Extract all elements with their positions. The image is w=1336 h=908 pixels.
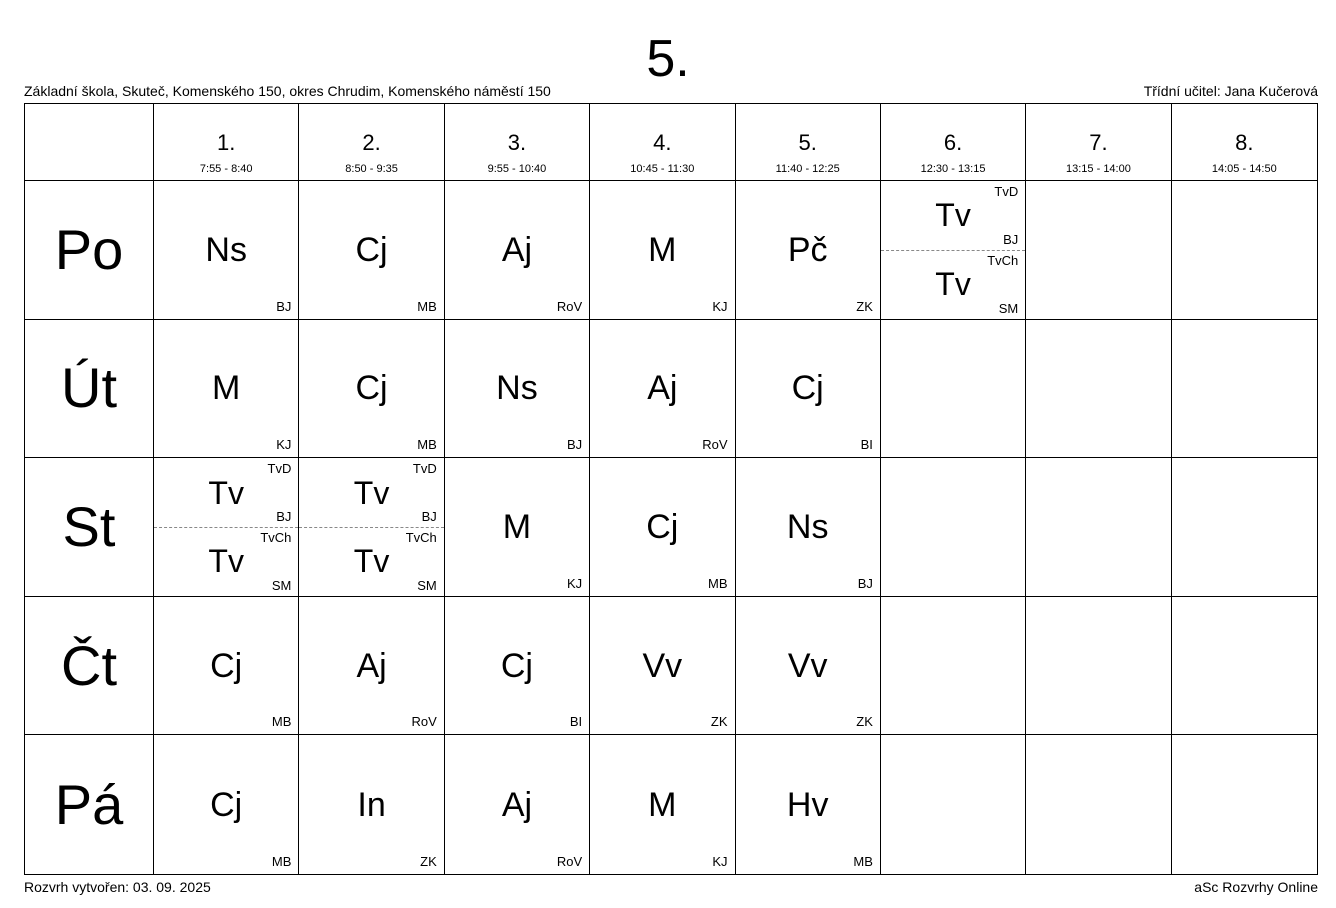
lesson-teacher: MB xyxy=(853,854,873,869)
corner-cell xyxy=(25,104,154,181)
lesson-subject: Cj xyxy=(210,785,243,824)
period-time: 8:50 - 9:35 xyxy=(345,163,398,175)
lesson-cell[interactable] xyxy=(736,597,881,736)
period-number: 4. xyxy=(653,130,672,155)
empty-slot xyxy=(1026,458,1171,597)
lesson-cell[interactable] xyxy=(299,181,444,320)
lesson xyxy=(154,735,298,874)
lesson-group: TvD xyxy=(412,461,437,477)
lesson-cell[interactable] xyxy=(590,458,735,597)
day-name: Po xyxy=(54,217,124,281)
lesson-subject: Vv xyxy=(642,646,683,685)
lesson-teacher: MB xyxy=(417,437,437,453)
lesson-teacher: RoV xyxy=(411,714,437,730)
group-lesson[interactable] xyxy=(299,458,443,528)
lesson-cell[interactable] xyxy=(299,735,444,874)
period-number: 8. xyxy=(1235,130,1254,155)
lesson-group: TvD xyxy=(267,461,292,477)
period-time: 13:15 - 14:00 xyxy=(1066,163,1131,175)
lesson xyxy=(154,181,298,319)
day-header xyxy=(25,597,154,736)
lesson-subject: Tv xyxy=(935,266,971,303)
lesson-teacher: KJ xyxy=(276,437,292,453)
lesson xyxy=(299,181,443,319)
lesson-cell[interactable] xyxy=(445,181,590,320)
day-name: St xyxy=(62,494,116,558)
empty-slot xyxy=(1026,735,1171,874)
lesson-teacher: BJ xyxy=(421,508,437,524)
lesson-subject: Hv xyxy=(786,785,829,824)
lesson-teacher: MB xyxy=(271,854,292,869)
lesson-teacher: SM xyxy=(998,300,1019,316)
lesson xyxy=(736,320,880,458)
lesson xyxy=(299,320,443,458)
lesson xyxy=(445,597,589,735)
lesson-teacher: BI xyxy=(860,437,873,453)
period-header xyxy=(1026,104,1171,181)
empty-slot xyxy=(881,320,1026,459)
group-lesson[interactable] xyxy=(154,527,298,596)
lesson-cell[interactable] xyxy=(154,735,299,874)
empty-slot xyxy=(1026,320,1171,459)
lesson-cell[interactable] xyxy=(299,320,444,459)
lesson-subject: Cj xyxy=(500,646,533,685)
lesson-subject: M xyxy=(212,369,241,408)
lesson-teacher: BJ xyxy=(276,298,292,314)
lesson-teacher: MB xyxy=(708,575,728,591)
lesson-cell[interactable] xyxy=(590,735,735,874)
period-header xyxy=(154,104,299,181)
empty-slot xyxy=(1172,458,1317,597)
period-header xyxy=(881,104,1026,181)
period-time: 14:05 - 14:50 xyxy=(1211,163,1277,175)
day-header xyxy=(25,181,154,320)
lesson-group: TvD xyxy=(994,184,1019,199)
brand-label: aSc Rozvrhy Online xyxy=(1194,879,1318,895)
lesson-cell[interactable] xyxy=(736,181,881,320)
lesson-subject: Cj xyxy=(355,369,388,408)
empty-slot xyxy=(1026,597,1171,736)
lesson-teacher: ZK xyxy=(710,714,728,730)
lesson-subject: Tv xyxy=(935,197,971,234)
lesson-cell[interactable] xyxy=(154,458,299,597)
empty-slot xyxy=(881,597,1026,736)
day-name: Čt xyxy=(61,633,117,697)
lesson xyxy=(445,735,589,874)
lesson-cell[interactable] xyxy=(154,181,299,320)
lesson-cell[interactable] xyxy=(445,320,590,459)
group-lesson[interactable] xyxy=(154,458,298,528)
lesson xyxy=(445,181,589,319)
period-time: 11:40 - 12:25 xyxy=(775,163,840,175)
period-time: 12:30 - 13:15 xyxy=(920,163,986,175)
lesson-teacher: KJ xyxy=(712,298,728,314)
lesson xyxy=(736,458,880,596)
empty-slot xyxy=(881,735,1026,874)
group-lesson[interactable] xyxy=(881,181,1025,251)
period-number: 7. xyxy=(1089,130,1108,155)
empty-slot xyxy=(1172,735,1317,874)
lesson-teacher: MB xyxy=(417,298,437,314)
lesson xyxy=(445,320,589,458)
lesson-subject: Tv xyxy=(208,474,244,511)
lesson-subject: M xyxy=(648,785,677,824)
lesson-subject: Pč xyxy=(787,230,828,269)
lesson xyxy=(445,458,589,596)
lesson-teacher: BI xyxy=(569,714,583,730)
lesson-subject: M xyxy=(648,230,677,269)
period-header xyxy=(445,104,590,181)
lesson-subject: Tv xyxy=(353,543,390,580)
lesson-cell[interactable] xyxy=(154,597,299,736)
lesson-subject: Cj xyxy=(791,369,824,408)
lesson-subject: Vv xyxy=(787,646,828,685)
created-date: Rozvrh vytvořen: 03. 09. 2025 xyxy=(24,879,211,895)
lesson-subject: Aj xyxy=(356,646,387,685)
lesson xyxy=(736,597,880,735)
lesson-subject: Cj xyxy=(355,230,388,269)
lesson-subject: Aj xyxy=(501,230,533,269)
lesson-subject: Aj xyxy=(647,369,678,408)
lesson-teacher: SM xyxy=(271,577,292,593)
group-lesson[interactable] xyxy=(299,527,443,596)
lesson-group: TvCh xyxy=(260,530,292,545)
lesson-subject: Aj xyxy=(501,785,533,824)
class-title: 5. xyxy=(646,30,690,88)
lesson-group: TvCh xyxy=(987,252,1019,268)
lesson-teacher: ZK xyxy=(856,714,873,730)
school-name: Základní škola, Skuteč, Komenského 150, okres Chrudim, Komenského náměstí 150 xyxy=(24,83,551,99)
lesson xyxy=(299,735,443,874)
period-number: 5. xyxy=(798,130,817,155)
lesson-teacher: ZK xyxy=(420,854,437,869)
lesson-cell[interactable] xyxy=(445,735,590,874)
lesson-teacher: RoV xyxy=(556,854,583,869)
lesson-subject: Ns xyxy=(496,369,538,408)
day-header xyxy=(25,735,154,874)
lesson-subject: Ns xyxy=(786,507,829,546)
lesson xyxy=(736,181,880,319)
lesson-cell[interactable] xyxy=(299,597,444,736)
lesson-group: TvCh xyxy=(405,530,437,545)
lesson-teacher: KJ xyxy=(712,854,728,869)
day-header xyxy=(25,458,154,597)
lesson-cell[interactable] xyxy=(590,320,735,459)
lesson xyxy=(590,320,734,458)
period-number: 2. xyxy=(362,130,381,155)
lesson-subject: M xyxy=(502,507,532,546)
lesson-subject: Tv xyxy=(353,474,390,511)
lesson-teacher: BJ xyxy=(1003,231,1019,247)
period-time: 10:45 - 11:30 xyxy=(630,163,695,175)
day-name: Pá xyxy=(54,772,124,836)
lesson xyxy=(736,735,880,874)
lesson-subject: Cj xyxy=(646,507,679,546)
lesson-subject: In xyxy=(357,785,386,824)
empty-slot xyxy=(1172,597,1317,736)
lesson-cell[interactable] xyxy=(881,181,1026,320)
lesson xyxy=(154,597,298,735)
period-number: 1. xyxy=(217,130,236,155)
period-time: 9:55 - 10:40 xyxy=(487,163,547,175)
period-header xyxy=(590,104,735,181)
lesson-cell[interactable] xyxy=(736,320,881,459)
lesson-cell[interactable] xyxy=(445,458,590,597)
group-lesson[interactable] xyxy=(881,250,1025,319)
empty-slot xyxy=(881,458,1026,597)
lesson-teacher: BJ xyxy=(566,437,583,453)
period-number: 3. xyxy=(507,130,527,155)
lesson-teacher: KJ xyxy=(566,575,583,591)
timetable-grid xyxy=(24,103,1318,875)
lesson xyxy=(590,181,734,319)
lesson xyxy=(590,735,734,874)
lesson-teacher: MB xyxy=(271,714,292,730)
lesson-teacher: SM xyxy=(417,577,437,593)
lesson-teacher: RoV xyxy=(556,298,583,314)
lesson-subject: Cj xyxy=(210,646,243,685)
lesson-teacher: ZK xyxy=(856,298,873,314)
lesson xyxy=(590,597,734,735)
lesson-teacher: RoV xyxy=(702,437,728,453)
lesson-subject: Ns xyxy=(205,230,247,269)
period-header xyxy=(736,104,881,181)
lesson-cell[interactable] xyxy=(590,597,735,736)
lesson-teacher: BJ xyxy=(857,575,873,591)
lesson xyxy=(590,458,734,596)
day-name: Út xyxy=(61,356,117,420)
day-header xyxy=(25,320,154,459)
empty-slot xyxy=(1172,320,1317,459)
lesson-subject: Tv xyxy=(208,543,244,580)
empty-slot xyxy=(1026,181,1171,320)
period-header xyxy=(299,104,444,181)
lesson-cell[interactable] xyxy=(299,458,444,597)
period-number: 6. xyxy=(943,130,963,155)
lesson-cell[interactable] xyxy=(590,181,735,320)
period-header xyxy=(1172,104,1317,181)
lesson-cell[interactable] xyxy=(736,735,881,874)
empty-slot xyxy=(1172,181,1317,320)
lesson-teacher: BJ xyxy=(276,508,292,524)
period-time: 7:55 - 8:40 xyxy=(199,163,253,175)
lesson xyxy=(299,597,443,735)
lesson xyxy=(154,320,298,458)
lesson-cell[interactable] xyxy=(445,597,590,736)
lesson-cell[interactable] xyxy=(736,458,881,597)
class-teacher: Třídní učitel: Jana Kučerová xyxy=(1143,83,1318,99)
lesson-cell[interactable] xyxy=(154,320,299,459)
